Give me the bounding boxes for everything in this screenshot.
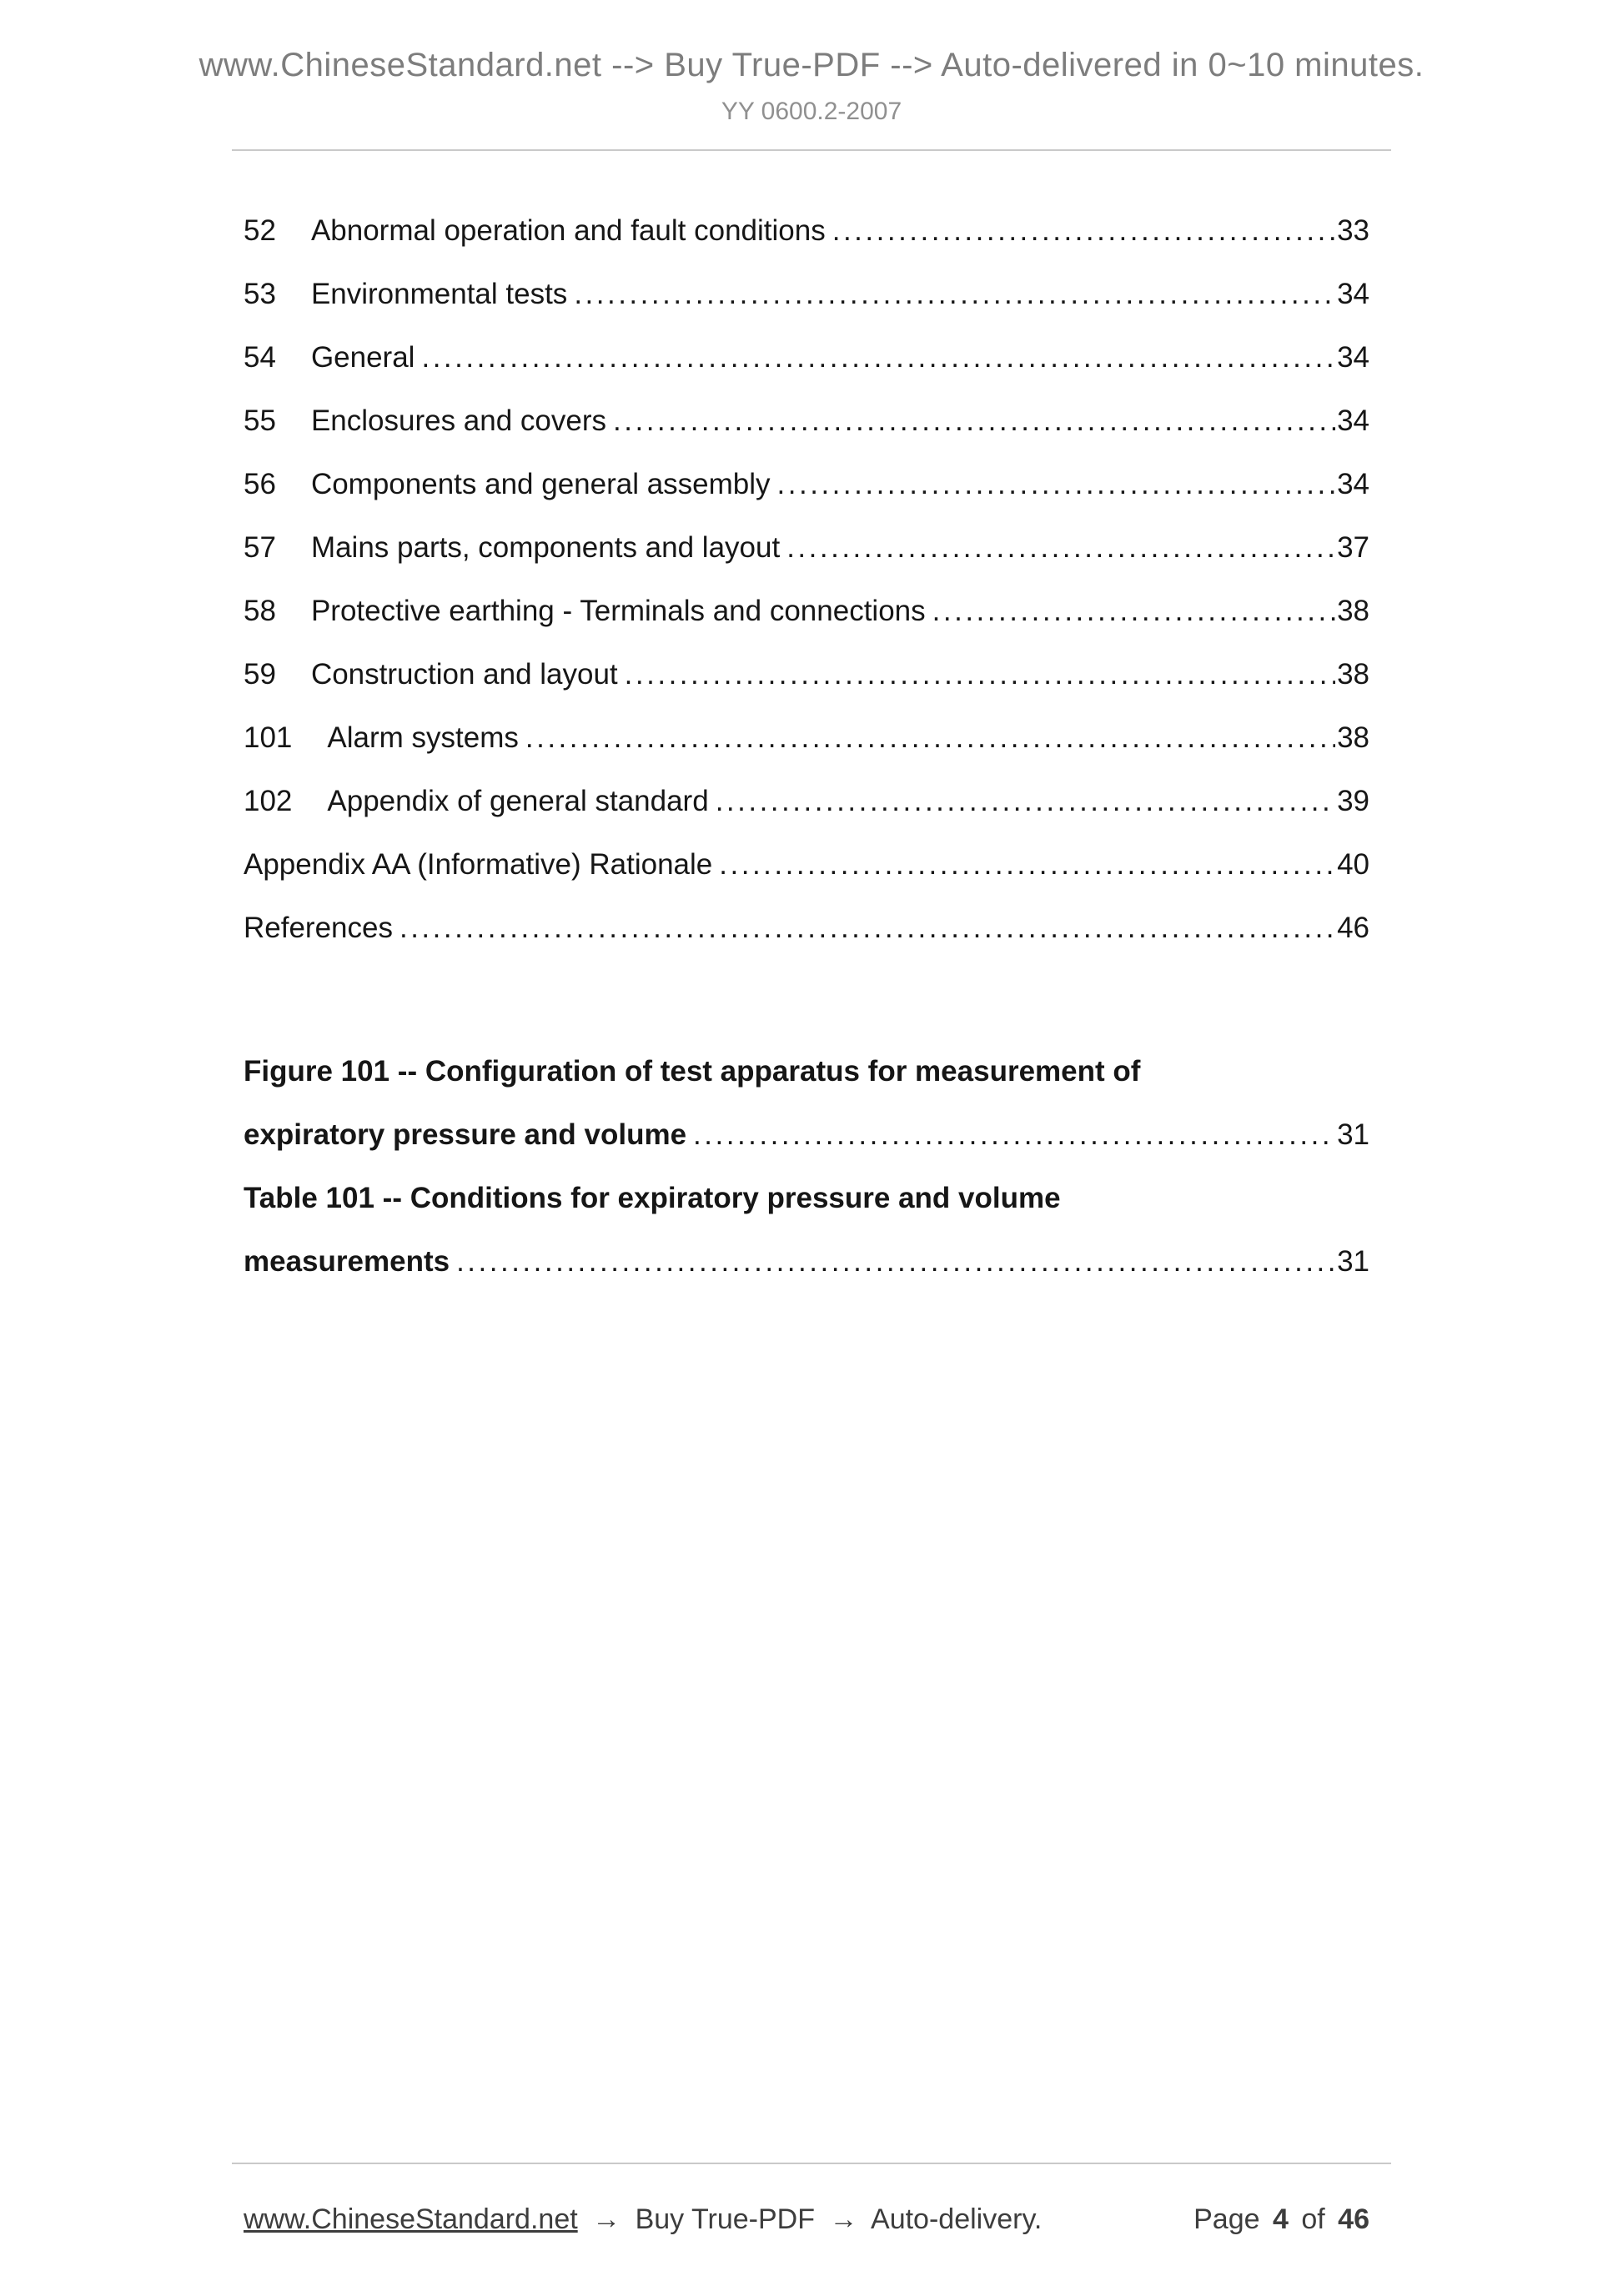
toc-entry-number: 101 [244, 721, 293, 754]
footer-site-line [244, 2203, 1048, 2236]
toc-entry-page: 38 [1337, 721, 1369, 754]
toc-entry-page: 34 [1337, 404, 1369, 437]
table-entry-text: measurements [244, 1245, 450, 1278]
figure-entry-line2 [244, 1103, 1369, 1167]
toc-entry [244, 770, 1369, 833]
toc-leader-dots [932, 580, 1335, 643]
toc-entry-title: Abnormal operation and fault conditions [310, 214, 826, 247]
footer-buy-text: Buy True-PDF [635, 2203, 815, 2235]
footer-divider [232, 2163, 1391, 2164]
toc-entry-number: 57 [244, 531, 276, 564]
toc-entry-number: 55 [244, 404, 276, 437]
toc-entry-title: General [310, 341, 415, 374]
toc-entry-title: Protective earthing - Terminals and connections [310, 595, 926, 627]
toc-leader-dots [719, 833, 1335, 897]
toc-entry-number: 59 [244, 658, 276, 691]
toc-entry-page: 33 [1337, 214, 1369, 247]
figure-entry-text: expiratory pressure and volume [244, 1118, 687, 1151]
header-site-banner: www.ChineseStandard.net --> Buy True-PDF --> Auto-delivered in 0~10 minutes. [198, 47, 1425, 83]
toc-entry [244, 833, 1369, 897]
toc-entry-title: Enclosures and covers [310, 404, 607, 437]
table-of-contents [244, 199, 1369, 960]
footer-page-label: Page [1193, 2203, 1260, 2235]
toc-entry-number: 52 [244, 214, 276, 247]
toc-entry-title: Environmental tests [310, 278, 568, 310]
figure-table-list [244, 1040, 1369, 1294]
toc-entry-number: 53 [244, 278, 276, 310]
toc-leader-dots [693, 1103, 1335, 1167]
toc-leader-dots [456, 1230, 1335, 1294]
toc-entry-page: 34 [1337, 468, 1369, 500]
toc-entry-number: 54 [244, 341, 276, 374]
figure-entry-text: Figure 101 -- Configuration of test apparatus for measurement of [244, 1055, 1141, 1088]
toc-entry-page: 34 [1337, 278, 1369, 310]
arrow-right-icon: → [592, 2203, 621, 2235]
toc-leader-dots [613, 389, 1335, 453]
toc-entry-number: 102 [244, 785, 293, 817]
page-header [0, 0, 1623, 126]
toc-entry [244, 897, 1369, 960]
toc-leader-dots [399, 897, 1335, 960]
toc-entry [244, 326, 1369, 389]
toc-entry-page: 46 [1337, 912, 1369, 944]
arrow-right-icon: → [829, 2203, 858, 2235]
toc-entry-page: 38 [1337, 595, 1369, 627]
footer-site-link[interactable]: www.ChineseStandard.net [244, 2203, 578, 2235]
toc-entry-title: Components and general assembly [310, 468, 771, 500]
toc-entry-page: 37 [1337, 531, 1369, 564]
toc-entry-page: 40 [1337, 848, 1369, 881]
header-standard-number: YY 0600.2-2007 [721, 98, 902, 125]
table-entry-line1 [244, 1167, 1369, 1230]
toc-leader-dots [786, 516, 1335, 580]
table-entry-text: Table 101 -- Conditions for expiratory pressure and volume [244, 1182, 1061, 1214]
toc-entry-title: Appendix of general standard [327, 785, 709, 817]
toc-entry-page: 34 [1337, 341, 1369, 374]
toc-leader-dots [525, 706, 1335, 770]
toc-leader-dots [625, 643, 1335, 706]
header-divider [232, 149, 1391, 151]
footer-delivery-text: Auto-delivery. [871, 2203, 1043, 2235]
figure-entry-page: 31 [1337, 1118, 1369, 1151]
toc-entry-number: 56 [244, 468, 276, 500]
table-entry-page: 31 [1337, 1245, 1369, 1278]
toc-entry [244, 580, 1369, 643]
toc-entry [244, 389, 1369, 453]
toc-entry-page: 39 [1337, 785, 1369, 817]
footer-total-pages: 46 [1338, 2203, 1369, 2235]
toc-entry [244, 453, 1369, 516]
footer-page-number: 4 [1272, 2203, 1289, 2235]
toc-entry-title: Mains parts, components and layout [310, 531, 781, 564]
toc-entry [244, 516, 1369, 580]
toc-entry-title: Construction and layout [310, 658, 618, 691]
page-footer [244, 2203, 1369, 2236]
figure-entry-line1 [244, 1040, 1369, 1103]
toc-entry [244, 263, 1369, 326]
toc-leader-dots [777, 453, 1336, 516]
toc-entry-page: 38 [1337, 658, 1369, 691]
toc-entry-title: Appendix AA (Informative) Rationale [244, 848, 713, 881]
toc-entry-title: Alarm systems [327, 721, 519, 754]
toc-entry-number: 58 [244, 595, 276, 627]
toc-entry [244, 643, 1369, 706]
toc-leader-dots [421, 326, 1335, 389]
toc-entry [244, 199, 1369, 263]
toc-leader-dots [832, 199, 1335, 263]
table-entry-line2 [244, 1230, 1369, 1294]
toc-leader-dots [716, 770, 1335, 833]
toc-entry-title: References [244, 912, 393, 944]
footer-of-label: of [1301, 2203, 1325, 2235]
toc-entry [244, 706, 1369, 770]
footer-page-indicator [1188, 2203, 1369, 2236]
toc-leader-dots [574, 263, 1335, 326]
